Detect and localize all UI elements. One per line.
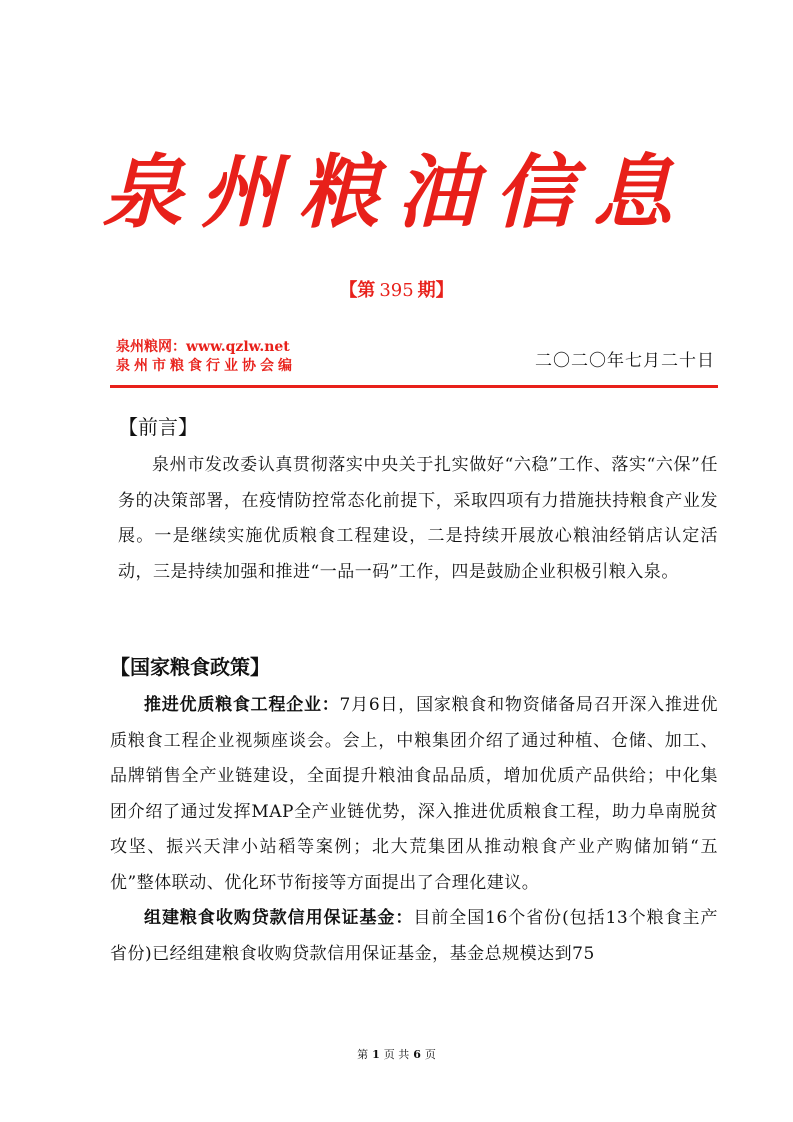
policy-item-lead: 组建粮食收购贷款信用保证基金：	[144, 908, 414, 928]
issue-number	[0, 276, 793, 302]
policy-title: 【国家粮食政策】	[110, 655, 270, 679]
preface-body: 泉州市发改委认真贯彻落实中央关于扎实做好“六稳”工作、落实“六保”任务的决策部署，在疫情防控常态化前提下，采取四项有力措施扶持粮食产业发展。一是继续实施优质粮食工程建设，二是持续开展放心粮油经销店认定活动，三是持续加强和推进“一品一码”工作，四是鼓励企业积极引粮入泉。	[118, 455, 718, 582]
website-line: 泉州粮网：www.qzlw.net	[116, 339, 290, 355]
policy-item	[110, 688, 718, 901]
policy-item	[110, 901, 718, 972]
total-pages: 6	[413, 1048, 421, 1061]
footer-label: 第	[357, 1048, 369, 1061]
issue-value: 395	[379, 280, 414, 301]
page-footer	[0, 1046, 793, 1062]
editor-line: 泉州市粮食行业协会编	[116, 358, 296, 374]
footer-label: 页 共	[383, 1048, 410, 1061]
header-divider	[110, 385, 718, 388]
policy-section	[110, 652, 718, 972]
current-page: 1	[372, 1048, 380, 1061]
policy-item-body: 目前全国16个省份(包括13个粮食主产省份)已经组建粮食收购贷款信用保证基金，基金总规模达到75	[110, 908, 718, 964]
masthead-title: 泉州粮油信息	[102, 145, 691, 239]
issue-suffix: 期】	[417, 280, 454, 301]
footer-label: 页	[424, 1048, 436, 1061]
preface-section	[118, 412, 718, 590]
preface-title: 【前言】	[118, 415, 198, 439]
policy-item-body: 7月6日，国家粮食和物资储备局召开深入推进优质粮食工程企业视频座谈会。会上，中粮集团介绍了通过种植、仓储、加工、品牌销售全产业链建设，全面提升粮油食品品质，增加优质产品供给；中化集团介绍了通过发挥MAP全产业链优势，深入推进优质粮食工程，助力阜南脱贫攻坚、振兴天津小站稻等案例；北大荒集团从推动粮食产业产购储加销“五优”整体联动、优化环节衔接等方面提出了合理化建议。	[110, 695, 718, 893]
issue-prefix: 【第	[339, 280, 376, 301]
policy-item-lead: 推进优质粮食工程企业：	[144, 695, 340, 715]
publish-date: 二〇二〇年七月二十日	[535, 351, 715, 371]
publisher-info	[116, 338, 296, 376]
